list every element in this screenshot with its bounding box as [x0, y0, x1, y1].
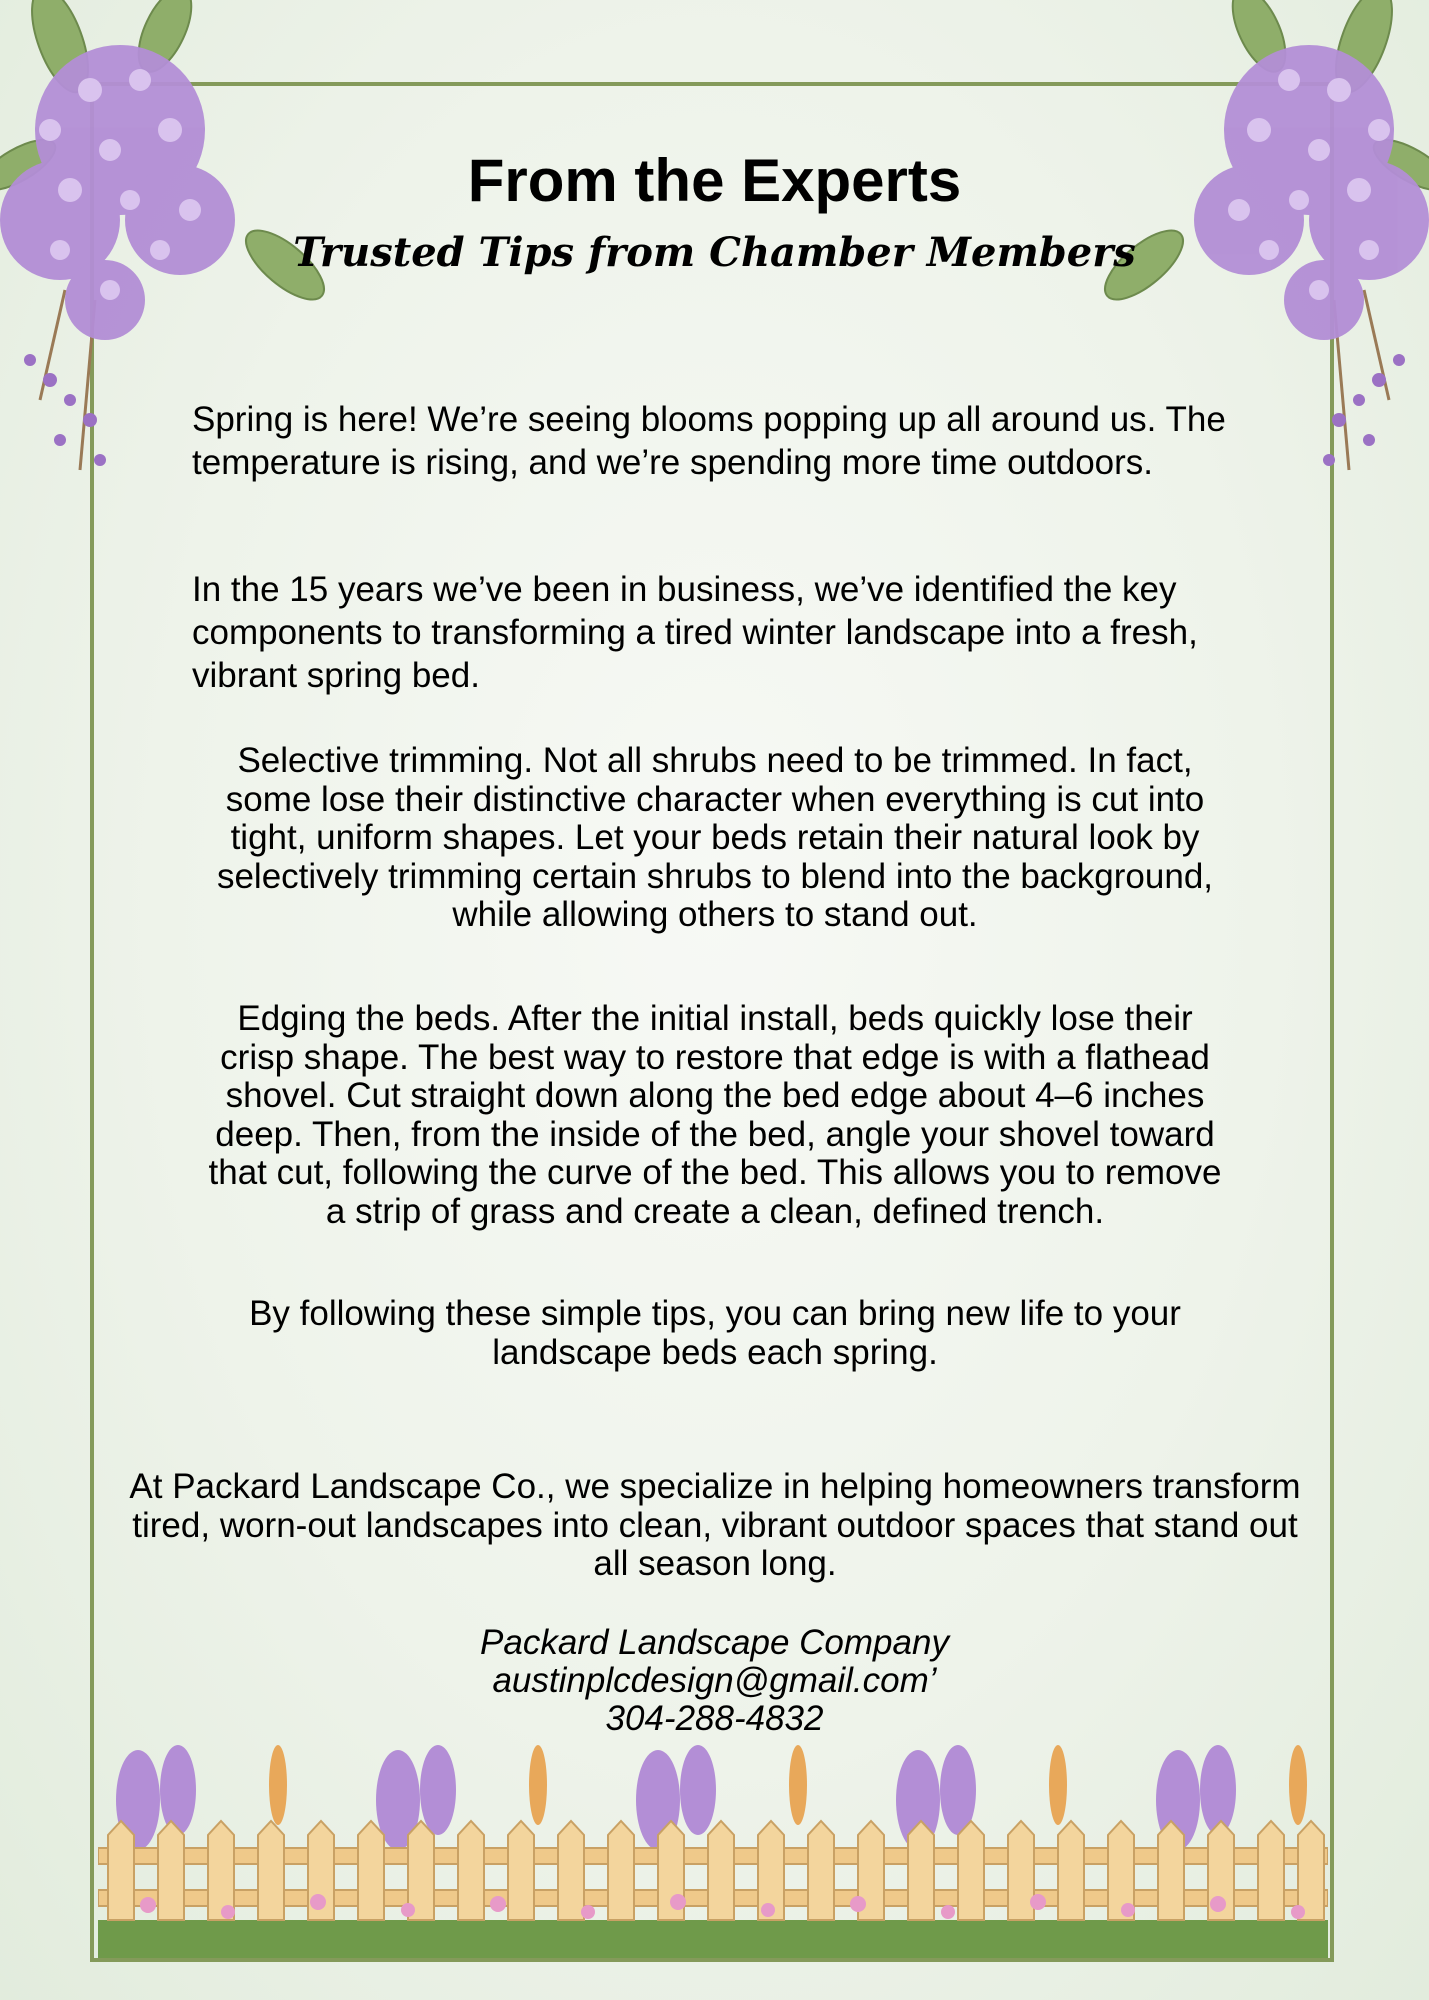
page-subtitle: Trusted Tips from Chamber Members — [293, 229, 1136, 276]
tip-edging-beds: Edging the beds. After the initial install, beds quickly lose their crisp shape. The best way to restore that edge is with a flathead shovel. Cut straight down along the bed edge about 4–6 inches deep. Then, from the inside of the bed, angle your shovel toward that cut, following the curve of the bed. This allows you to remove a strip of grass and create a clean, defined trench. — [208, 999, 1222, 1231]
company-name: Packard Landscape Company — [480, 1623, 949, 1662]
intro-paragraph-2: In the 15 years we’ve been in business, we’ve identified the key components to transforming a tired winter landscape into a fresh, vibrant spring bed. — [192, 570, 1198, 695]
page-title: From the Experts — [467, 147, 962, 214]
closing-paragraph: By following these simple tips, you can bring new life to your landscape beds each spring. — [249, 1294, 1181, 1372]
email-link[interactable]: austinplcdesign@gmail.com’ — [492, 1661, 937, 1700]
picket-fence-garden-icon — [98, 1730, 1328, 1958]
intro-paragraph-1: Spring is here! We’re seeing blooms popping up all around us. The temperature is rising, and we’re spending more time outdoors. — [192, 400, 1226, 482]
company-promo: At Packard Landscape Co., we specialize in helping homeowners transform tired, worn-out landscapes into clean, vibrant outdoor spaces that stand out all season long. — [129, 1467, 1301, 1583]
contact-block — [0, 1624, 1429, 1738]
tip-selective-trimming: Selective trimming. Not all shrubs need to be trimmed. In fact, some lose their distinctive character when everything is cut into tight, uniform shapes. Let your beds retain their natural look by selectively trimming certain shrubs to blend into the background, while allowing others to stand out. — [216, 741, 1214, 934]
phone-number[interactable]: 304-288-4832 — [605, 1699, 824, 1738]
